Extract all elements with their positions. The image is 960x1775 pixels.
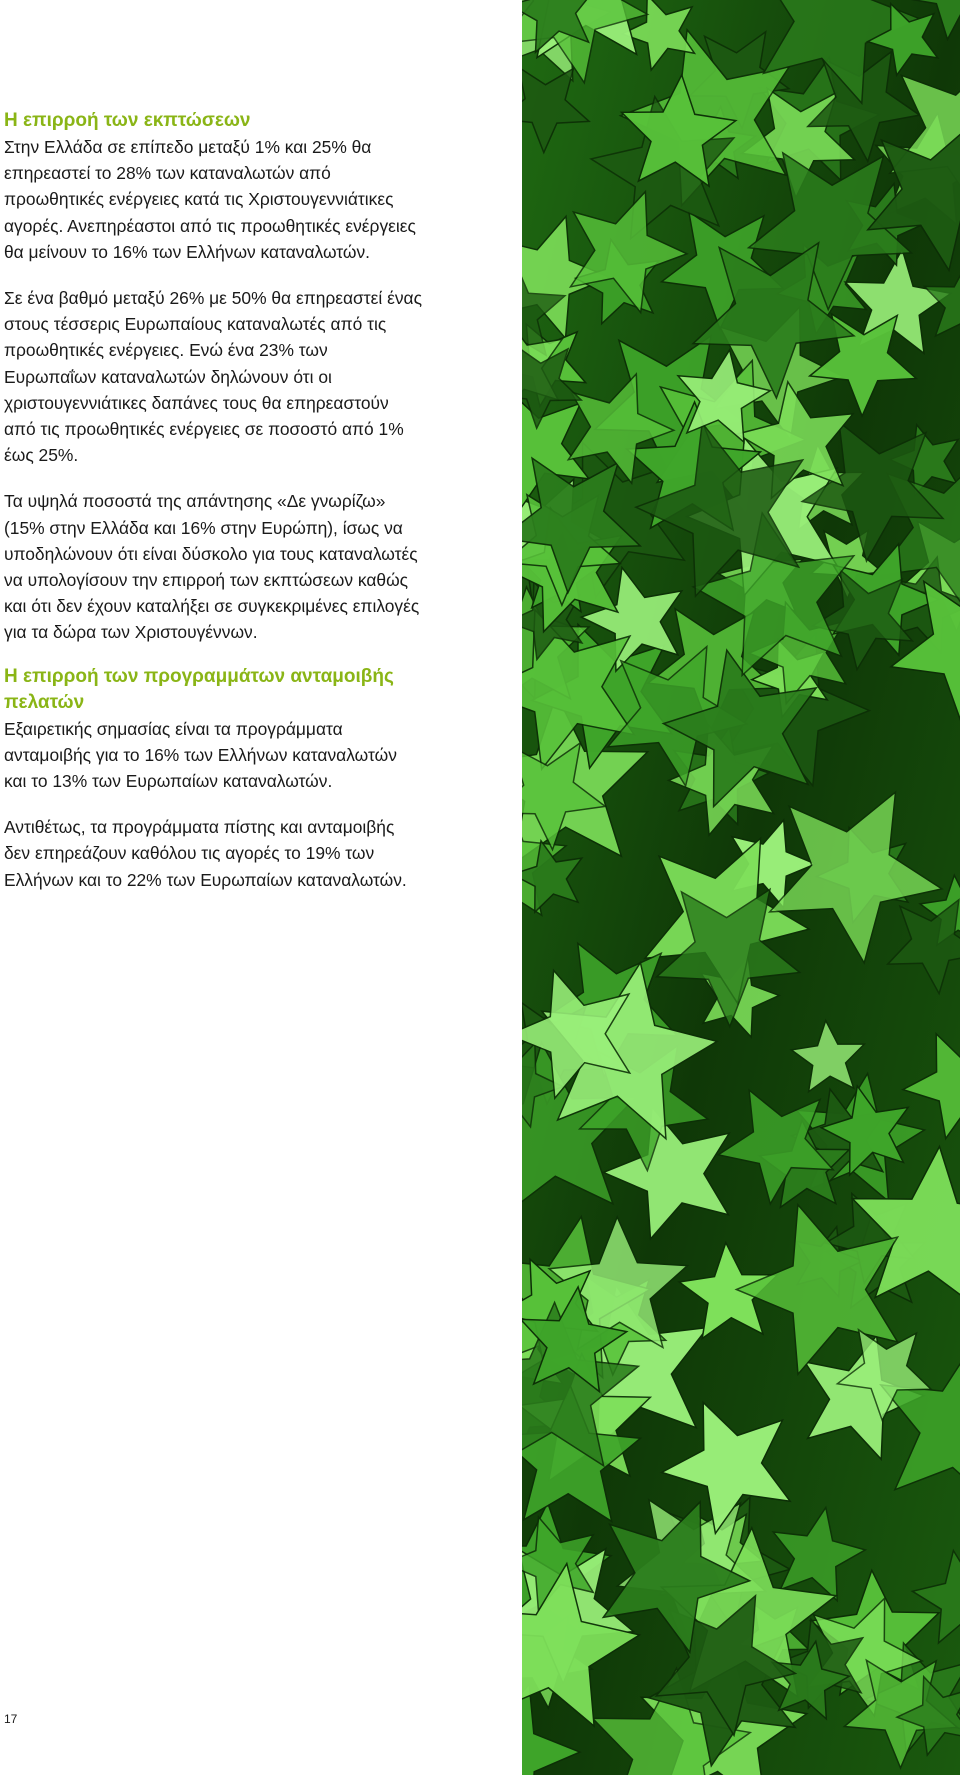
- section-heading-discounts: Η επιρροή των εκπτώσεων: [4, 110, 251, 131]
- section-heading-loyalty: Η επιρροή των προγραμμάτων ανταμοιβής πελατών: [4, 665, 394, 713]
- paragraph: Τα υψηλά ποσοστά της απάντησης «Δε γνωρίζω» (15% στην Ελλάδα και 16% στην Ευρώπη), ίσως να υποδηλώνουν ότι είναι δύσκολο για τους καταναλωτές να υπολογίσουν την επιρροή των εκπτώσεων καθώς και ότι δεν έχουν καταλήξει σε συγκεκριμένες επιλογές για τα δώρα των Χριστουγέννων.: [4, 491, 420, 643]
- article-text: [4, 108, 424, 893]
- paragraph: Στην Ελλάδα σε επίπεδο μεταξύ 1% και 25% θα επηρεαστεί το 28% των καταναλωτών από προωθητικές ενέργειες κατά τις Χριστουγεννιάτικες αγορές. Ανεπηρέαστοι από τις προωθητικές ενέργειες θα μείνουν το 16% των Ελλήνων καταναλωτών.: [4, 137, 416, 262]
- paragraph: Εξαιρετικής σημασίας είναι τα προγράμματα ανταμοιβής για το 16% των Ελλήνων καταναλωτών και το 13% των Ευρωπαίων καταναλωτών.: [4, 718, 397, 792]
- page-number: 17: [4, 1712, 18, 1726]
- stars-illustration: [522, 0, 960, 1775]
- paragraph: Σε ένα βαθμό μεταξύ 26% με 50% θα επηρεαστεί ένας στους τέσσερις Ευρωπαίους καταναλωτές από τις προωθητικές ενέργειες. Ενώ ένα 23% των Ευρωπαΐων καταναλωτών δηλώνουν ότι οι χριστουγεννιάτικες δαπάνες τους θα επηρεαστούν από τις προωθητικές ενέργειες σε ποσοστό από 1% έως 25%.: [4, 288, 422, 466]
- green-stars-photo: [522, 0, 960, 1775]
- paragraph: Αντιθέτως, τα προγράμματα πίστης και ανταμοιβής δεν επηρεάζουν καθόλου τις αγορές το 19% των Ελλήνων και το 22% των Ευρωπαίων καταναλωτών.: [4, 817, 407, 890]
